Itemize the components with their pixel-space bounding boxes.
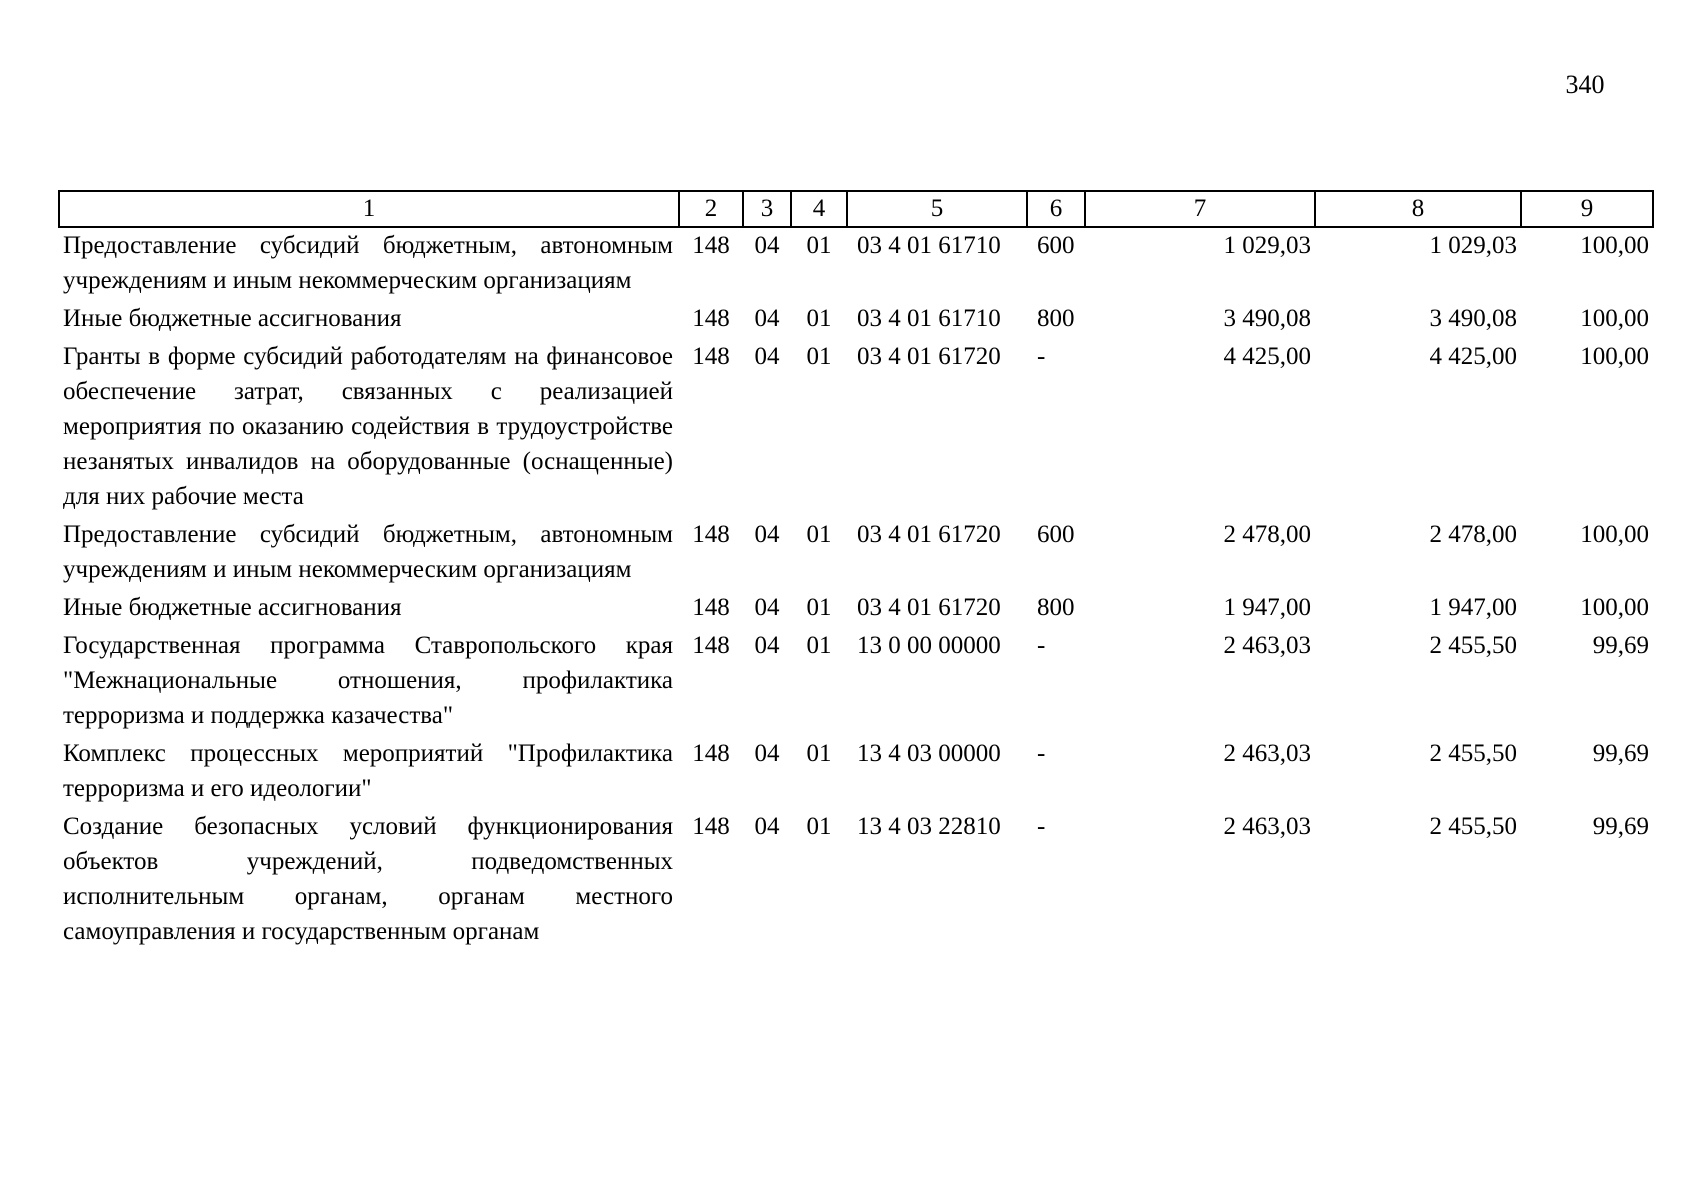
- row-execution-percent: 99,69: [1592, 632, 1649, 659]
- row-expense-type: 600: [1037, 232, 1075, 259]
- header-col-7: 7: [1085, 191, 1315, 227]
- row-target-article: 13 4 03 22810: [857, 813, 1001, 840]
- row-execution-percent: 100,00: [1580, 594, 1649, 621]
- row-subsection: 01: [806, 740, 832, 767]
- header-col-6: 6: [1027, 191, 1085, 227]
- row-planned-amount: 1 947,00: [1223, 594, 1311, 621]
- header-col-1: 1: [59, 191, 679, 227]
- row-execution-percent: 100,00: [1580, 343, 1649, 370]
- row-planned-amount: 3 490,08: [1223, 305, 1311, 332]
- row-expense-type: -: [1037, 813, 1046, 840]
- row-expense-type: -: [1037, 632, 1046, 659]
- table-row: [59, 227, 1653, 301]
- row-executed-amount: 2 478,00: [1429, 521, 1517, 548]
- table-row: [59, 809, 1653, 952]
- table-row: [59, 339, 1653, 517]
- row-executed-amount: 1 947,00: [1429, 594, 1517, 621]
- row-target-article: 03 4 01 61720: [857, 521, 1001, 548]
- row-name: Государственная программа Ставропольского края "Межнациональные отношения, профилактика терроризма и поддержка казачества": [63, 632, 673, 729]
- row-execution-percent: 100,00: [1580, 305, 1649, 332]
- row-target-article: 13 4 03 00000: [857, 740, 1001, 767]
- row-planned-amount: 4 425,00: [1223, 343, 1311, 370]
- header-col-4: 4: [791, 191, 847, 227]
- row-expense-type: -: [1037, 343, 1046, 370]
- row-expense-type: 600: [1037, 521, 1075, 548]
- row-planned-amount: 2 463,03: [1223, 813, 1311, 840]
- row-subsection: 01: [806, 521, 832, 548]
- row-section: 04: [754, 343, 780, 370]
- row-planned-amount: 2 478,00: [1223, 521, 1311, 548]
- row-name: Иные бюджетные ассигнования: [63, 305, 402, 332]
- row-section: 04: [754, 813, 780, 840]
- row-name: Предоставление субсидий бюджетным, автономным учреждениям и иным некоммерческим организациям: [63, 521, 673, 583]
- row-target-article: 03 4 01 61710: [857, 305, 1001, 332]
- header-col-9: 9: [1521, 191, 1653, 227]
- header-col-2: 2: [679, 191, 743, 227]
- row-expense-type: 800: [1037, 305, 1075, 332]
- row-execution-percent: 100,00: [1580, 521, 1649, 548]
- row-executed-amount: 1 029,03: [1429, 232, 1517, 259]
- row-name: Предоставление субсидий бюджетным, автономным учреждениям и иным некоммерческим организациям: [63, 232, 673, 294]
- table-row: [59, 590, 1653, 628]
- row-ministry-code: 148: [692, 740, 730, 767]
- row-target-article: 13 0 00 00000: [857, 632, 1001, 659]
- row-name: Иные бюджетные ассигнования: [63, 594, 402, 621]
- row-section: 04: [754, 740, 780, 767]
- table-row: [59, 736, 1653, 809]
- table-row: [59, 301, 1653, 339]
- row-ministry-code: 148: [692, 521, 730, 548]
- header-col-5: 5: [847, 191, 1027, 227]
- row-section: 04: [754, 594, 780, 621]
- row-expense-type: -: [1037, 740, 1046, 767]
- row-target-article: 03 4 01 61720: [857, 594, 1001, 621]
- row-subsection: 01: [806, 632, 832, 659]
- row-subsection: 01: [806, 305, 832, 332]
- row-execution-percent: 100,00: [1580, 232, 1649, 259]
- row-executed-amount: 2 455,50: [1429, 740, 1517, 767]
- row-section: 04: [754, 632, 780, 659]
- row-planned-amount: 2 463,03: [1223, 632, 1311, 659]
- row-planned-amount: 2 463,03: [1223, 740, 1311, 767]
- row-name: Гранты в форме субсидий работодателям на финансовое обеспечение затрат, связанных с реализацией мероприятия по оказанию содействия в трудоустройстве незанятых инвалидов на оборудованные (оснащенные) для них рабочие места: [63, 343, 673, 510]
- row-target-article: 03 4 01 61710: [857, 232, 1001, 259]
- budget-table: [58, 190, 1654, 952]
- table-row: [59, 628, 1653, 736]
- row-name: Комплекс процессных мероприятий "Профилактика терроризма и его идеологии": [63, 740, 673, 802]
- row-ministry-code: 148: [692, 594, 730, 621]
- row-planned-amount: 1 029,03: [1223, 232, 1311, 259]
- table-row: [59, 517, 1653, 590]
- page-number: 340: [1565, 70, 1605, 99]
- row-subsection: 01: [806, 232, 832, 259]
- row-subsection: 01: [806, 343, 832, 370]
- row-section: 04: [754, 232, 780, 259]
- row-target-article: 03 4 01 61720: [857, 343, 1001, 370]
- row-executed-amount: 3 490,08: [1429, 305, 1517, 332]
- row-ministry-code: 148: [692, 632, 730, 659]
- table-header-row: [59, 191, 1653, 227]
- header-col-8: 8: [1315, 191, 1521, 227]
- row-executed-amount: 2 455,50: [1429, 632, 1517, 659]
- row-section: 04: [754, 521, 780, 548]
- header-col-3: 3: [743, 191, 791, 227]
- row-ministry-code: 148: [692, 232, 730, 259]
- row-subsection: 01: [806, 594, 832, 621]
- row-executed-amount: 4 425,00: [1429, 343, 1517, 370]
- row-execution-percent: 99,69: [1592, 740, 1649, 767]
- row-name: Создание безопасных условий функционирования объектов учреждений, подведомственных исполнительным органам, органам местного самоуправления и государственным органам: [63, 813, 673, 945]
- row-ministry-code: 148: [692, 343, 730, 370]
- row-executed-amount: 2 455,50: [1429, 813, 1517, 840]
- row-section: 04: [754, 305, 780, 332]
- row-ministry-code: 148: [692, 813, 730, 840]
- row-subsection: 01: [806, 813, 832, 840]
- row-execution-percent: 99,69: [1592, 813, 1649, 840]
- row-expense-type: 800: [1037, 594, 1075, 621]
- row-ministry-code: 148: [692, 305, 730, 332]
